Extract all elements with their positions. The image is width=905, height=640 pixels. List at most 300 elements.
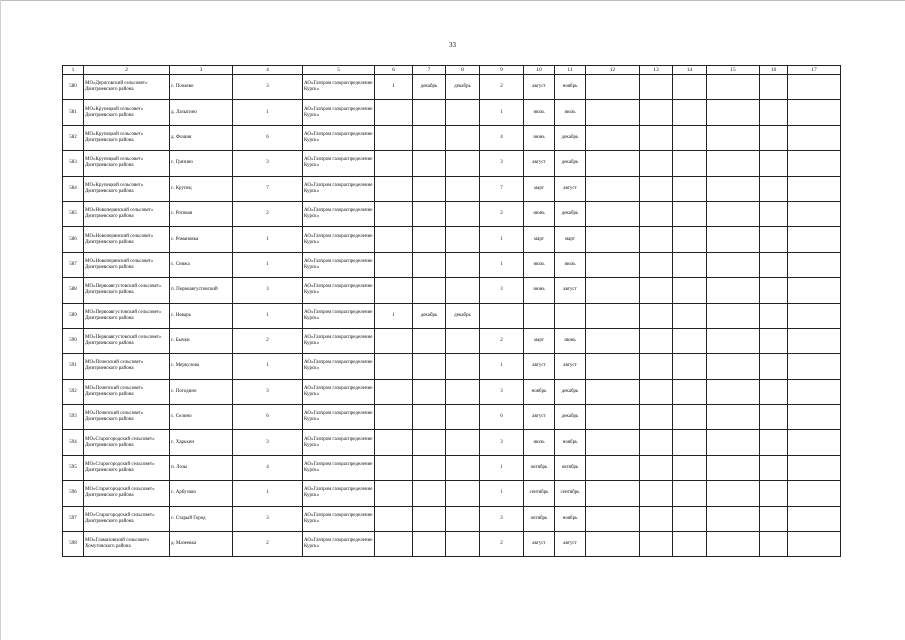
table-cell: август bbox=[555, 278, 586, 303]
table-cell bbox=[446, 379, 480, 404]
table-cell bbox=[760, 75, 788, 100]
table-cell: АО«Газпром газораспределение Курск» bbox=[303, 278, 375, 303]
table-cell bbox=[413, 379, 446, 404]
table-row bbox=[63, 506, 841, 531]
column-header: 7 bbox=[413, 66, 446, 75]
table-cell: 1 bbox=[375, 75, 413, 100]
table-cell bbox=[640, 278, 673, 303]
table-cell: МО«Новоперянский сельсовет» Дмитриевского района bbox=[84, 201, 170, 226]
table-cell bbox=[413, 455, 446, 480]
table-cell: декабрь bbox=[555, 125, 586, 150]
table-cell bbox=[707, 75, 760, 100]
table-cell bbox=[640, 354, 673, 379]
table-cell bbox=[707, 201, 760, 226]
table-cell bbox=[480, 303, 524, 328]
table-cell: 1 bbox=[233, 252, 303, 277]
table-cell bbox=[707, 328, 760, 353]
table-cell bbox=[673, 532, 707, 557]
table-cell bbox=[586, 506, 640, 531]
table-cell: МО«Почепский сельсовет» Дмитриевского района bbox=[84, 354, 170, 379]
table-cell: 2 bbox=[480, 201, 524, 226]
table-cell: 587 bbox=[63, 252, 84, 277]
table-cell bbox=[446, 176, 480, 201]
table-cell bbox=[788, 430, 841, 455]
table-cell bbox=[586, 328, 640, 353]
table-cell bbox=[707, 125, 760, 150]
table-cell: 6 bbox=[233, 405, 303, 430]
table-cell bbox=[640, 176, 673, 201]
table-cell bbox=[413, 201, 446, 226]
table-cell: с. Неварь bbox=[170, 303, 233, 328]
table-cell: МО«Крупецкой сельсовет» Дмитриевского района bbox=[84, 125, 170, 150]
table-cell: март bbox=[555, 227, 586, 252]
table-cell: июнь bbox=[524, 125, 555, 150]
table-cell bbox=[640, 125, 673, 150]
table-cell: АО«Газпром газораспределение Курск» bbox=[303, 328, 375, 353]
table-cell: 2 bbox=[480, 75, 524, 100]
table-cell bbox=[640, 201, 673, 226]
table-cell: МО«Почепский сельсовет» Дмитриевского района bbox=[84, 379, 170, 404]
table-cell bbox=[586, 278, 640, 303]
table-cell: 3 bbox=[233, 506, 303, 531]
table-cell bbox=[586, 75, 640, 100]
table-cell: МО«Дероговский сельсовет» Дмитриевского района bbox=[84, 75, 170, 100]
table-row bbox=[63, 379, 841, 404]
table-cell: 1 bbox=[480, 455, 524, 480]
table-cell: д. Фошня bbox=[170, 125, 233, 150]
table-cell: АО«Газпром газораспределение Курск» bbox=[303, 532, 375, 557]
table-cell bbox=[707, 354, 760, 379]
table-cell: 3 bbox=[233, 379, 303, 404]
table-cell bbox=[673, 405, 707, 430]
table-cell: МО«Первоавгустовский сельсовет» Дмитриевского района bbox=[84, 278, 170, 303]
table-cell: август bbox=[555, 532, 586, 557]
table-cell bbox=[640, 252, 673, 277]
table-cell bbox=[446, 506, 480, 531]
column-header: 15 bbox=[707, 66, 760, 75]
table-cell: 4 bbox=[480, 125, 524, 150]
table-cell: 4 bbox=[233, 455, 303, 480]
table-cell: 1 bbox=[233, 354, 303, 379]
table-cell bbox=[586, 227, 640, 252]
gasification-schedule-table bbox=[62, 65, 841, 557]
table-cell: АО«Газпром газораспределение Курск» bbox=[303, 75, 375, 100]
table-row bbox=[63, 532, 841, 557]
table-cell bbox=[707, 151, 760, 176]
table-cell: 596 bbox=[63, 481, 84, 506]
table-cell bbox=[446, 532, 480, 557]
table-cell bbox=[375, 481, 413, 506]
table-cell: 591 bbox=[63, 354, 84, 379]
table-cell bbox=[673, 379, 707, 404]
column-header: 3 bbox=[170, 66, 233, 75]
table-row bbox=[63, 278, 841, 303]
table-row bbox=[63, 328, 841, 353]
table-cell bbox=[760, 151, 788, 176]
table-cell bbox=[375, 151, 413, 176]
table-cell bbox=[788, 379, 841, 404]
table-cell bbox=[788, 100, 841, 125]
table-row bbox=[63, 455, 841, 480]
table-cell bbox=[586, 176, 640, 201]
table-cell bbox=[788, 252, 841, 277]
table-row bbox=[63, 125, 841, 150]
table-cell bbox=[673, 481, 707, 506]
table-cell bbox=[413, 405, 446, 430]
table-cell bbox=[760, 481, 788, 506]
table-cell: 3 bbox=[480, 151, 524, 176]
table-cell: 1 bbox=[480, 354, 524, 379]
table-cell bbox=[707, 227, 760, 252]
table-cell bbox=[413, 227, 446, 252]
table-cell bbox=[760, 506, 788, 531]
table-cell: август bbox=[555, 354, 586, 379]
table-cell bbox=[707, 481, 760, 506]
table-cell: 2 bbox=[480, 328, 524, 353]
table-cell: с. Крупец bbox=[170, 176, 233, 201]
table-cell bbox=[586, 151, 640, 176]
table-cell: 7 bbox=[233, 176, 303, 201]
table-row bbox=[63, 151, 841, 176]
table-cell bbox=[446, 227, 480, 252]
table-cell bbox=[375, 252, 413, 277]
table-cell: ноябрь bbox=[555, 430, 586, 455]
table-cell: п. Первоавгустовский bbox=[170, 278, 233, 303]
table-cell: август bbox=[524, 532, 555, 557]
table-cell bbox=[586, 354, 640, 379]
table-cell: п. Лозы bbox=[170, 455, 233, 480]
table-cell: АО«Газпром газораспределение Курск» bbox=[303, 125, 375, 150]
table-cell bbox=[707, 176, 760, 201]
table-cell: июль bbox=[524, 100, 555, 125]
table-cell: АО«Газпром газораспределение Курск» bbox=[303, 201, 375, 226]
table-cell bbox=[413, 278, 446, 303]
table-cell: август bbox=[524, 405, 555, 430]
table-cell bbox=[446, 405, 480, 430]
table-cell: 580 bbox=[63, 75, 84, 100]
table-cell: 2 bbox=[233, 328, 303, 353]
table-cell bbox=[788, 405, 841, 430]
table-cell bbox=[555, 303, 586, 328]
table-cell: МО«Крупецкой сельсовет» Дмитриевского района bbox=[84, 100, 170, 125]
table-cell bbox=[760, 227, 788, 252]
table-cell bbox=[788, 125, 841, 150]
table-cell bbox=[446, 354, 480, 379]
table-cell: 593 bbox=[63, 405, 84, 430]
table-cell bbox=[446, 125, 480, 150]
table-cell: 1 bbox=[233, 481, 303, 506]
table-cell: с. Погодино bbox=[170, 379, 233, 404]
table-cell bbox=[788, 481, 841, 506]
left-border-line bbox=[0, 0, 1, 640]
table-cell: октябрь bbox=[555, 455, 586, 480]
table-cell: март bbox=[524, 227, 555, 252]
table-cell bbox=[586, 125, 640, 150]
column-header: 17 bbox=[788, 66, 841, 75]
table-cell: с. Сняжа bbox=[170, 252, 233, 277]
column-header: 2 bbox=[84, 66, 170, 75]
table-cell bbox=[788, 151, 841, 176]
table-cell bbox=[760, 176, 788, 201]
table-cell: 1 bbox=[480, 227, 524, 252]
table-cell bbox=[640, 430, 673, 455]
table-cell bbox=[375, 201, 413, 226]
table-cell: с. Старый Город bbox=[170, 506, 233, 531]
table-cell: 1 bbox=[375, 303, 413, 328]
table-cell: сентябрь bbox=[524, 481, 555, 506]
table-row bbox=[63, 100, 841, 125]
table-cell: 3 bbox=[233, 151, 303, 176]
table-cell bbox=[707, 278, 760, 303]
table-cell bbox=[375, 100, 413, 125]
table-cell: МО«Почепский сельсовет» Дмитриевского района bbox=[84, 405, 170, 430]
table-cell bbox=[673, 100, 707, 125]
table-cell: с. Грязино bbox=[170, 151, 233, 176]
table-cell: 595 bbox=[63, 455, 84, 480]
table-cell bbox=[673, 278, 707, 303]
table-cell bbox=[446, 455, 480, 480]
table-cell bbox=[788, 532, 841, 557]
table-cell: МО«Старогородский сельсовет» Дмитриевского района bbox=[84, 430, 170, 455]
table-cell bbox=[707, 506, 760, 531]
table-cell bbox=[673, 227, 707, 252]
table-cell bbox=[760, 328, 788, 353]
table-cell: декабрь bbox=[555, 405, 586, 430]
table-cell bbox=[760, 455, 788, 480]
table-cell bbox=[640, 328, 673, 353]
table-cell bbox=[673, 455, 707, 480]
table-cell: МО«Старогородский сельсовет» Дмитриевского района bbox=[84, 481, 170, 506]
table-cell: 586 bbox=[63, 227, 84, 252]
table-cell bbox=[375, 278, 413, 303]
table-cell bbox=[707, 430, 760, 455]
table-cell: МО«Новоперянский сельсовет» Дмитриевского района bbox=[84, 227, 170, 252]
table-row bbox=[63, 303, 841, 328]
table-cell: 2 bbox=[480, 532, 524, 557]
table-cell: с. Романовка bbox=[170, 227, 233, 252]
top-border-line bbox=[0, 0, 905, 1]
table-cell bbox=[640, 532, 673, 557]
table-cell: 3 bbox=[233, 278, 303, 303]
page-number: 33 bbox=[449, 41, 456, 49]
table-cell bbox=[375, 532, 413, 557]
table-cell: 3 bbox=[480, 278, 524, 303]
table-cell bbox=[586, 100, 640, 125]
table-cell bbox=[640, 405, 673, 430]
table-cell bbox=[788, 506, 841, 531]
table-cell: МО«Первоавгустовский сельсовет» Дмитриевского района bbox=[84, 303, 170, 328]
table-cell: 7 bbox=[480, 176, 524, 201]
table-cell: декабрь bbox=[555, 201, 586, 226]
table-cell: АО«Газпром газораспределение Курск» bbox=[303, 405, 375, 430]
table-cell: АО«Газпром газораспределение Курск» bbox=[303, 379, 375, 404]
table-cell bbox=[586, 532, 640, 557]
table-cell bbox=[760, 532, 788, 557]
table-cell bbox=[788, 328, 841, 353]
table-cell: 1 bbox=[233, 100, 303, 125]
table-cell bbox=[375, 379, 413, 404]
table-cell bbox=[446, 151, 480, 176]
table-cell: август bbox=[524, 354, 555, 379]
table-cell: ноябрь bbox=[555, 75, 586, 100]
table-cell bbox=[673, 75, 707, 100]
table-cell: д. Мазеевка bbox=[170, 532, 233, 557]
table-cell bbox=[707, 532, 760, 557]
table-cell bbox=[673, 303, 707, 328]
column-header: 13 bbox=[640, 66, 673, 75]
table-cell: 584 bbox=[63, 176, 84, 201]
table-cell: июль bbox=[524, 430, 555, 455]
table-cell bbox=[788, 303, 841, 328]
table-cell: АО«Газпром газораспределение Курск» bbox=[303, 455, 375, 480]
table-cell bbox=[788, 354, 841, 379]
table-cell bbox=[640, 481, 673, 506]
table-cell: декабрь bbox=[446, 303, 480, 328]
column-header: 1 bbox=[63, 66, 84, 75]
column-header: 5 bbox=[303, 66, 375, 75]
table-cell: АО«Газпром газораспределение Курск» bbox=[303, 354, 375, 379]
table-cell bbox=[375, 354, 413, 379]
table-cell bbox=[524, 303, 555, 328]
table-cell bbox=[375, 125, 413, 150]
table-cell: 594 bbox=[63, 430, 84, 455]
table-cell bbox=[673, 506, 707, 531]
table-cell bbox=[760, 125, 788, 150]
table-cell: 2 bbox=[233, 532, 303, 557]
table-cell: август bbox=[555, 176, 586, 201]
column-header: 9 bbox=[480, 66, 524, 75]
table-row bbox=[63, 227, 841, 252]
table-cell bbox=[760, 379, 788, 404]
table-cell bbox=[673, 125, 707, 150]
table-cell bbox=[707, 455, 760, 480]
table-cell: МО«Крупецкой сельсовет» Дмитриевского района bbox=[84, 176, 170, 201]
table-cell: с. Роговая bbox=[170, 201, 233, 226]
table-cell: 1 bbox=[480, 252, 524, 277]
table-cell bbox=[640, 100, 673, 125]
table-cell: октябрь bbox=[524, 455, 555, 480]
table-cell bbox=[640, 506, 673, 531]
table-cell bbox=[707, 100, 760, 125]
table-cell: МО«Новоперянский сельсовет» Дмитриевского района bbox=[84, 252, 170, 277]
table-cell bbox=[760, 430, 788, 455]
table-cell bbox=[586, 405, 640, 430]
table-cell: 3 bbox=[480, 379, 524, 404]
table-cell bbox=[446, 252, 480, 277]
table-cell: МО«Старогородский сельсовет» Дмитриевского района bbox=[84, 506, 170, 531]
table-cell bbox=[413, 176, 446, 201]
table-cell bbox=[413, 532, 446, 557]
table-cell: МО«Гламазовский сельсовет» Хомутовского района bbox=[84, 532, 170, 557]
table-cell bbox=[446, 430, 480, 455]
table-cell bbox=[413, 125, 446, 150]
table-cell: АО«Газпром газораспределение Курск» bbox=[303, 100, 375, 125]
table-cell bbox=[413, 151, 446, 176]
column-header: 6 bbox=[375, 66, 413, 75]
table-cell bbox=[413, 100, 446, 125]
table-cell bbox=[413, 506, 446, 531]
table-cell bbox=[673, 328, 707, 353]
table-cell bbox=[586, 303, 640, 328]
table-cell: с. Меркулова bbox=[170, 354, 233, 379]
table-cell bbox=[375, 328, 413, 353]
table-row bbox=[63, 405, 841, 430]
table-cell bbox=[586, 481, 640, 506]
table-cell: 3 bbox=[233, 430, 303, 455]
table-cell: 583 bbox=[63, 151, 84, 176]
table-cell bbox=[375, 430, 413, 455]
table-cell: АО«Газпром газораспределение Курск» bbox=[303, 176, 375, 201]
table-cell bbox=[673, 151, 707, 176]
table-cell: ноябрь bbox=[555, 506, 586, 531]
table-row bbox=[63, 354, 841, 379]
column-header: 8 bbox=[446, 66, 480, 75]
table-cell bbox=[413, 481, 446, 506]
column-header: 4 bbox=[233, 66, 303, 75]
table-cell: АО«Газпром газораспределение Курск» bbox=[303, 151, 375, 176]
table-cell: АО«Газпром газораспределение Курск» bbox=[303, 227, 375, 252]
table-cell bbox=[586, 201, 640, 226]
table-cell bbox=[446, 278, 480, 303]
table-cell bbox=[788, 227, 841, 252]
table-cell: 3 bbox=[480, 430, 524, 455]
table-cell bbox=[788, 455, 841, 480]
table-cell bbox=[413, 328, 446, 353]
table-cell: декабрь bbox=[446, 75, 480, 100]
table-cell bbox=[640, 379, 673, 404]
table-body bbox=[63, 75, 841, 557]
table-cell: август bbox=[524, 75, 555, 100]
table-cell bbox=[446, 481, 480, 506]
table-row bbox=[63, 75, 841, 100]
table-cell bbox=[760, 405, 788, 430]
table-cell bbox=[640, 455, 673, 480]
table-cell: 582 bbox=[63, 125, 84, 150]
table-cell bbox=[375, 176, 413, 201]
table-cell bbox=[673, 354, 707, 379]
table-cell bbox=[586, 430, 640, 455]
table-cell bbox=[375, 506, 413, 531]
table-cell: март bbox=[524, 176, 555, 201]
table-cell bbox=[586, 455, 640, 480]
table-cell bbox=[760, 100, 788, 125]
table-cell: декабрь bbox=[413, 75, 446, 100]
table-cell: июль bbox=[524, 252, 555, 277]
table-row bbox=[63, 430, 841, 455]
table-cell: 592 bbox=[63, 379, 84, 404]
table-cell: МО«Старогородский сельсовет» Дмитриевского района bbox=[84, 455, 170, 480]
table-cell bbox=[788, 176, 841, 201]
table-cell bbox=[375, 455, 413, 480]
table-cell: 1 bbox=[233, 227, 303, 252]
table-cell: 589 bbox=[63, 303, 84, 328]
table-cell bbox=[673, 252, 707, 277]
table-cell: 1 bbox=[480, 100, 524, 125]
table-cell: с. Бычки bbox=[170, 328, 233, 353]
column-header: 14 bbox=[673, 66, 707, 75]
table-cell: октябрь bbox=[524, 506, 555, 531]
table-cell: декабрь bbox=[555, 379, 586, 404]
table-cell: МО«Первоавгустовский сельсовет» Дмитриевского района bbox=[84, 328, 170, 353]
table-cell bbox=[640, 227, 673, 252]
table-cell: июнь bbox=[524, 278, 555, 303]
table-cell: июнь bbox=[524, 201, 555, 226]
table-cell: АО«Газпром газораспределение Курск» bbox=[303, 430, 375, 455]
table-cell bbox=[673, 430, 707, 455]
table-row bbox=[63, 252, 841, 277]
table-cell: 3 bbox=[233, 75, 303, 100]
table-cell: 585 bbox=[63, 201, 84, 226]
